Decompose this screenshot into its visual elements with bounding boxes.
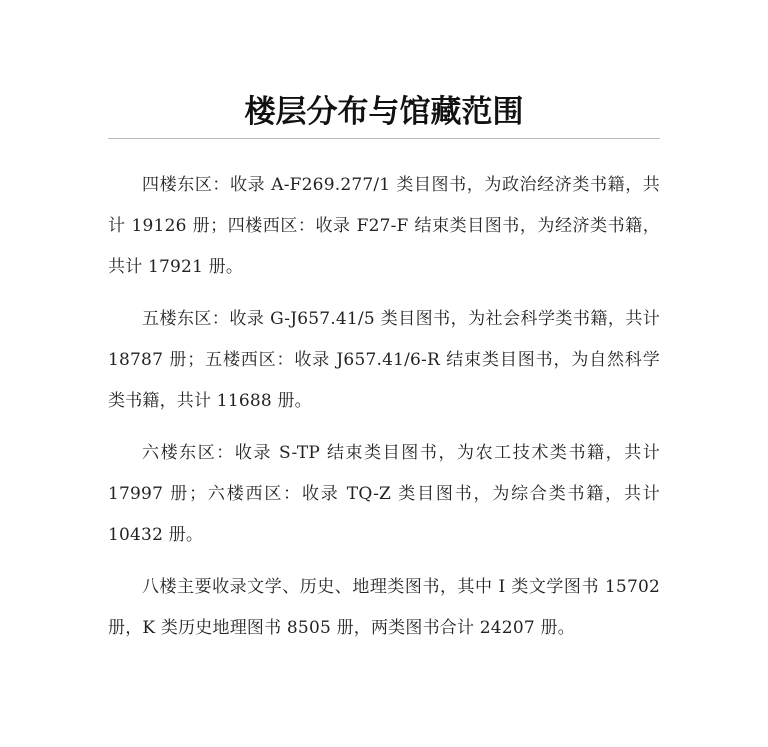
paragraph-floor-5: 五楼东区：收录 G-J657.41/5 类目图书，为社会科学类书籍，共计 18787 册；五楼西区：收录 J657.41/6-R 结束类目图书，为自然科学类书籍，共计 11688 册。 [108,309,660,411]
document-page [108,84,660,660]
paragraph-floor-4: 四楼东区：收录 A-F269.277/1 类目图书，为政治经济类书籍，共计 19126 册；四楼西区：收录 F27-F 结束类目图书，为经济类书籍，共计 17921 册。 [108,175,660,277]
page-title: 楼层分布与馆藏范围 [108,84,660,139]
document-body [108,165,660,649]
paragraph-floor-6: 六楼东区：收录 S-TP 结束类目图书，为农工技术类书籍，共计 17997 册；六楼西区：收录 TQ-Z 类目图书，为综合类书籍，共计 10432 册。 [108,443,660,545]
paragraph-floor-8: 八楼主要收录文学、历史、地理类图书，其中 I 类文学图书 15702 册，K 类历史地理图书 8505 册，两类图书合计 24207 册。 [108,577,660,638]
